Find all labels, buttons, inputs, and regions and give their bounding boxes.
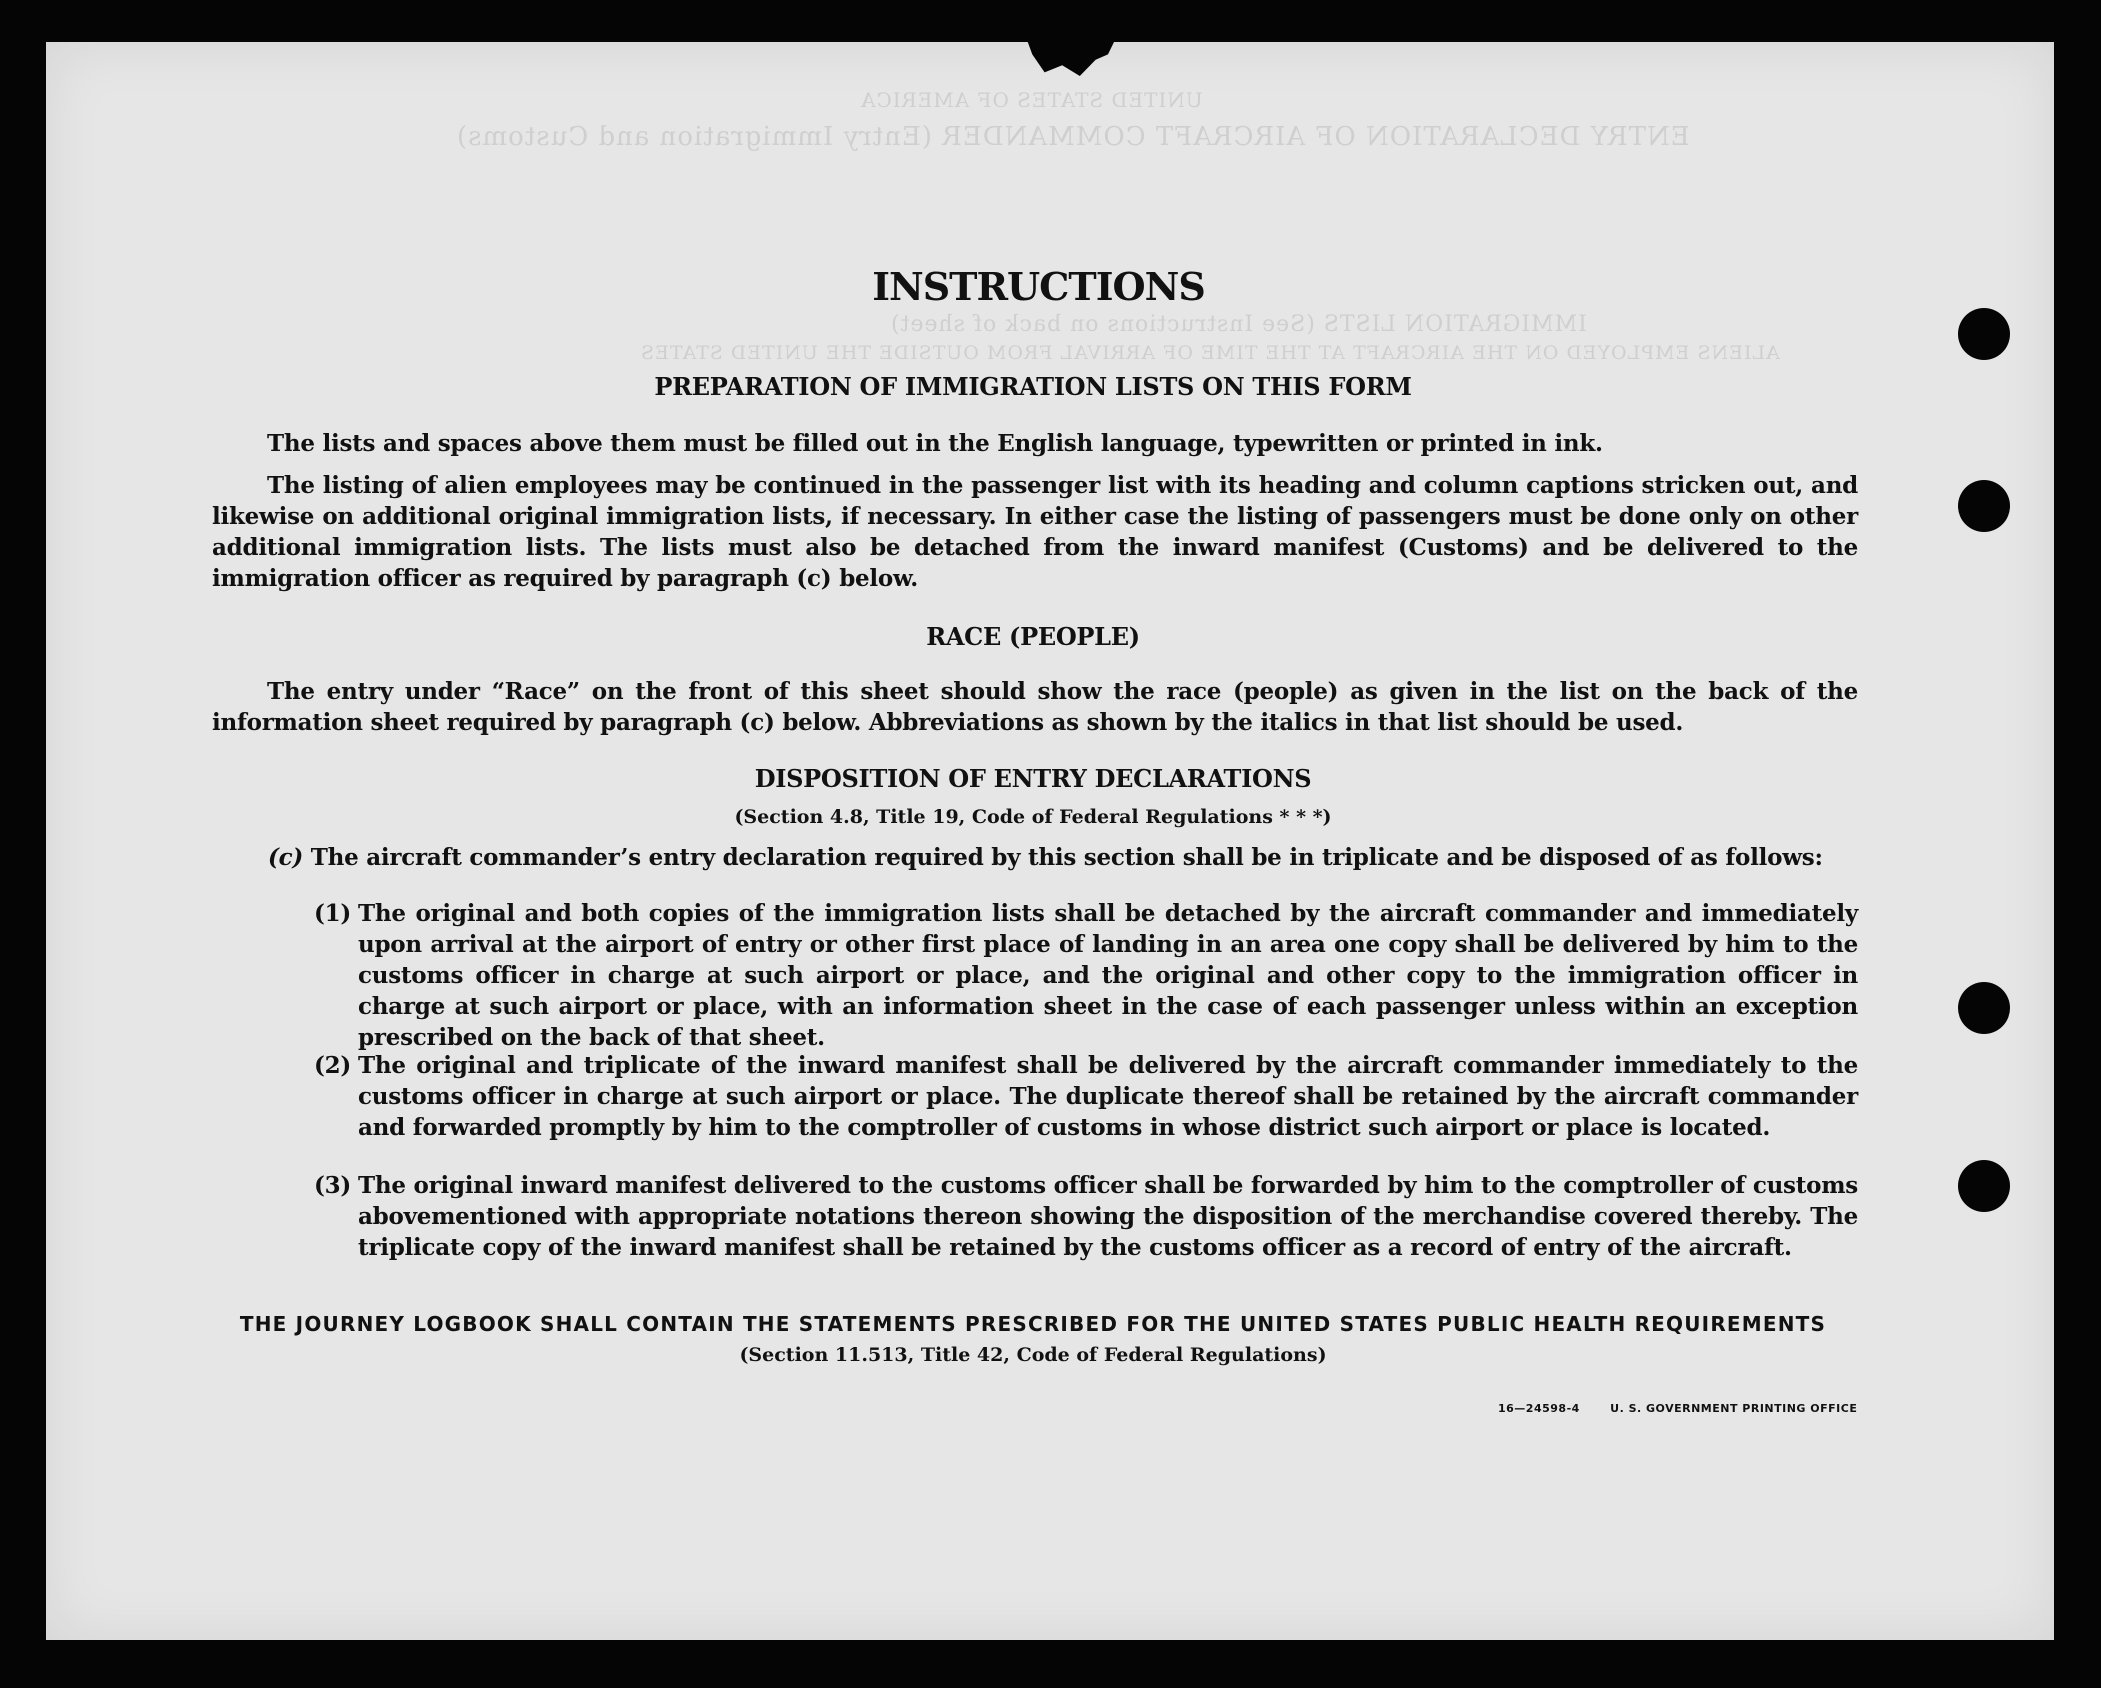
- item-text: The original inward manifest delivered to the customs officer shall be forwarded by him to the comptroller of customs abovementioned with appropriate notations thereon showing the disposition of the merchandise covered thereby. The triplicate copy of the inward manifest shall be retained by the customs officer as a record of entry of the aircraft.: [358, 1172, 1858, 1261]
- section-heading-disposition: DISPOSITION OF ENTRY DECLARATIONS: [754, 764, 1312, 793]
- bleed-through-line: ALIENS EMPLOYED ON THE AIRCRAFT AT THE TIME OF ARRIVAL FROM OUTSIDE THE UNITED STATES: [640, 342, 1780, 364]
- item-text: The original and triplicate of the inward manifest shall be delivered by the aircraft commander immediately to the customs officer in charge at such airport or place. The duplicate thereof shall be retained by the aircraft commander and forwarded promptly by him to the comptroller of customs in whose district such airport or place is located.: [358, 1052, 1858, 1141]
- list-item: [314, 1050, 1858, 1143]
- page-title: INSTRUCTIONS: [872, 264, 1205, 309]
- section-heading-preparation: PREPARATION OF IMMIGRATION LISTS ON THIS FORM: [654, 372, 1412, 401]
- section-citation-title-19: (Section 4.8, Title 19, Code of Federal Regulations * * *): [734, 806, 1332, 828]
- item-number: (2): [314, 1052, 352, 1079]
- clause-text: The aircraft commander’s entry declaration required by this section shall be in triplicate and be disposed of as follows:: [310, 844, 1823, 871]
- bleed-through-line: UNITED STATES OF AMERICA: [860, 88, 1203, 112]
- public-health-statement: THE JOURNEY LOGBOOK SHALL CONTAIN THE STATEMENTS PRESCRIBED FOR THE UNITED STATES PUBLIC HEALTH REQUIREMENTS: [239, 1312, 1827, 1336]
- paragraph-race: The entry under “Race” on the front of this sheet should show the race (people) as given in the list on the back of the information sheet required by paragraph (c) below. Abbreviations as shown by the italics in that list should be used.: [212, 678, 1858, 736]
- list-item: [314, 898, 1858, 1053]
- section-citation-title-42: (Section 11.513, Title 42, Code of Federal Regulations): [739, 1344, 1327, 1366]
- bleed-through-line: ENTRY DECLARATION OF AIRCRAFT COMMANDER (Entry Immigration and Customs): [456, 122, 1690, 152]
- clause-label: (c): [268, 844, 304, 871]
- paragraph-alien-employees: The listing of alien employees may be continued in the passenger list with its heading and column captions stricken out, and likewise on additional original immigration lists, if necessary. In either case the listing of passengers must be done only on other additional immigration lists. The lists must also be detached from the inward manifest (Customs) and be delivered to the immigration officer as required by paragraph (c) below.: [212, 472, 1858, 592]
- clause-c: [268, 842, 1858, 873]
- list-item: [314, 1170, 1858, 1263]
- item-number: (3): [314, 1172, 352, 1199]
- section-heading-race: RACE (PEOPLE): [926, 622, 1140, 651]
- bleed-through-line: IMMIGRATION LISTS (See Instructions on back of sheet): [890, 312, 1587, 337]
- printer-name: U. S. GOVERNMENT PRINTING OFFICE: [1610, 1402, 1858, 1415]
- form-number: 16—24598-4: [1498, 1402, 1580, 1415]
- item-text: The original and both copies of the immigration lists shall be detached by the aircraft commander and immediately upon arrival at the airport of entry or other first place of landing in an area one copy shall be delivered by him to the customs officer in charge at such airport or place, and the original and other copy to the immigration officer in charge at such airport or place, with an information sheet in the case of each passenger unless within an exception prescribed on the back of that sheet.: [358, 900, 1858, 1051]
- paragraph-english-language: The lists and spaces above them must be filled out in the English language, typewritten or printed in ink.: [267, 430, 1603, 457]
- item-number: (1): [314, 900, 352, 927]
- printer-imprint: [1498, 1402, 1883, 1415]
